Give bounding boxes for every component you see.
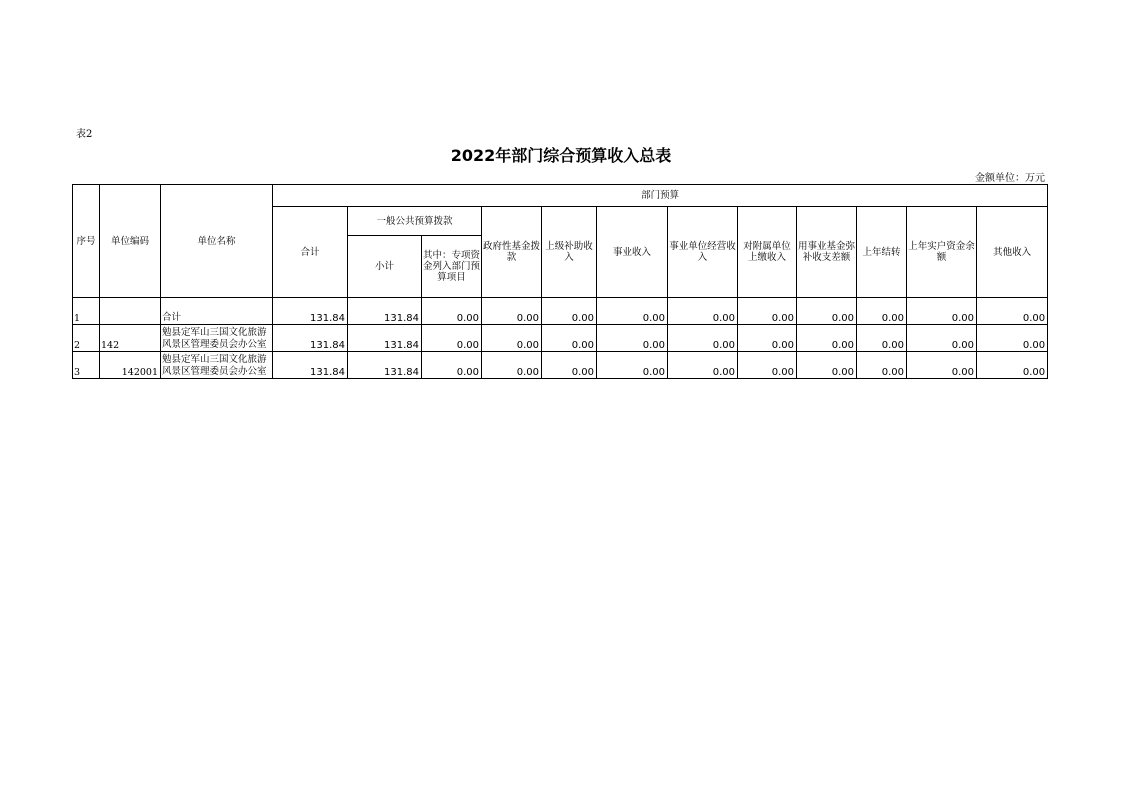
header-prev-balance: 上年实户资金余额 xyxy=(907,207,977,298)
header-general-allocation: 一般公共预算拨款 xyxy=(348,207,482,236)
cell-code: 142001 xyxy=(100,352,161,379)
cell-name: 勉县定军山三国文化旅游风景区管理委员会办公室 xyxy=(161,352,273,379)
header-unit-code: 单位编码 xyxy=(100,185,161,298)
header-operating-income: 事业单位经营收入 xyxy=(668,207,738,298)
cell-special: 0.00 xyxy=(422,352,482,379)
header-fund-offset: 用事业基金弥补收支差额 xyxy=(797,207,857,298)
cell-carryover: 0.00 xyxy=(857,352,907,379)
cell-carryover: 0.00 xyxy=(857,325,907,352)
header-subtotal: 小计 xyxy=(348,236,422,298)
cell-other-income: 0.00 xyxy=(977,325,1048,352)
cell-seq: 2 xyxy=(73,325,100,352)
cell-fund-offset: 0.00 xyxy=(797,325,857,352)
cell-affiliated-income: 0.00 xyxy=(738,352,797,379)
table-row xyxy=(73,352,1048,379)
page-title: 2022年部门综合预算收入总表 xyxy=(450,146,672,165)
header-special-project: 其中：专项资金列入部门预算项目 xyxy=(422,236,482,298)
header-business-income: 事业收入 xyxy=(597,207,668,298)
cell-seq: 1 xyxy=(73,298,100,325)
cell-code xyxy=(100,298,161,325)
table-row xyxy=(73,325,1048,352)
cell-total: 131.84 xyxy=(273,352,348,379)
cell-operating-income: 0.00 xyxy=(668,352,738,379)
cell-affiliated-income: 0.00 xyxy=(738,325,797,352)
cell-subtotal: 131.84 xyxy=(348,298,422,325)
header-other-income: 其他收入 xyxy=(977,207,1048,298)
cell-total: 131.84 xyxy=(273,325,348,352)
cell-superior-subsidy: 0.00 xyxy=(542,298,597,325)
table-number-label: 表2 xyxy=(76,129,93,140)
cell-gov-fund: 0.00 xyxy=(482,325,542,352)
cell-other-income: 0.00 xyxy=(977,298,1048,325)
table-row xyxy=(73,298,1048,325)
cell-code: 142 xyxy=(100,325,161,352)
cell-fund-offset: 0.00 xyxy=(797,298,857,325)
cell-carryover: 0.00 xyxy=(857,298,907,325)
cell-gov-fund: 0.00 xyxy=(482,352,542,379)
header-affiliated-income: 对附属单位上缴收入 xyxy=(738,207,797,298)
header-superior-subsidy: 上级补助收入 xyxy=(542,207,597,298)
cell-business-income: 0.00 xyxy=(597,325,668,352)
cell-subtotal: 131.84 xyxy=(348,352,422,379)
cell-seq: 3 xyxy=(73,352,100,379)
cell-operating-income: 0.00 xyxy=(668,298,738,325)
header-dept-budget: 部门预算 xyxy=(273,185,1048,207)
cell-fund-offset: 0.00 xyxy=(797,352,857,379)
header-gov-fund: 政府性基金拨款 xyxy=(482,207,542,298)
cell-business-income: 0.00 xyxy=(597,352,668,379)
cell-name: 合计 xyxy=(161,298,273,325)
cell-superior-subsidy: 0.00 xyxy=(542,352,597,379)
cell-gov-fund: 0.00 xyxy=(482,298,542,325)
cell-special: 0.00 xyxy=(422,298,482,325)
cell-prev-balance: 0.00 xyxy=(907,325,977,352)
cell-subtotal: 131.84 xyxy=(348,325,422,352)
cell-affiliated-income: 0.00 xyxy=(738,298,797,325)
header-seq: 序号 xyxy=(73,185,100,298)
cell-total: 131.84 xyxy=(273,298,348,325)
cell-superior-subsidy: 0.00 xyxy=(542,325,597,352)
cell-other-income: 0.00 xyxy=(977,352,1048,379)
cell-special: 0.00 xyxy=(422,325,482,352)
currency-unit-label: 金额单位：万元 xyxy=(975,173,1045,184)
header-total: 合计 xyxy=(273,207,348,298)
cell-operating-income: 0.00 xyxy=(668,325,738,352)
cell-prev-balance: 0.00 xyxy=(907,352,977,379)
header-carryover: 上年结转 xyxy=(857,207,907,298)
cell-name: 勉县定军山三国文化旅游风景区管理委员会办公室 xyxy=(161,325,273,352)
budget-revenue-table xyxy=(72,184,1048,379)
cell-prev-balance: 0.00 xyxy=(907,298,977,325)
cell-business-income: 0.00 xyxy=(597,298,668,325)
header-unit-name: 单位名称 xyxy=(161,185,273,298)
